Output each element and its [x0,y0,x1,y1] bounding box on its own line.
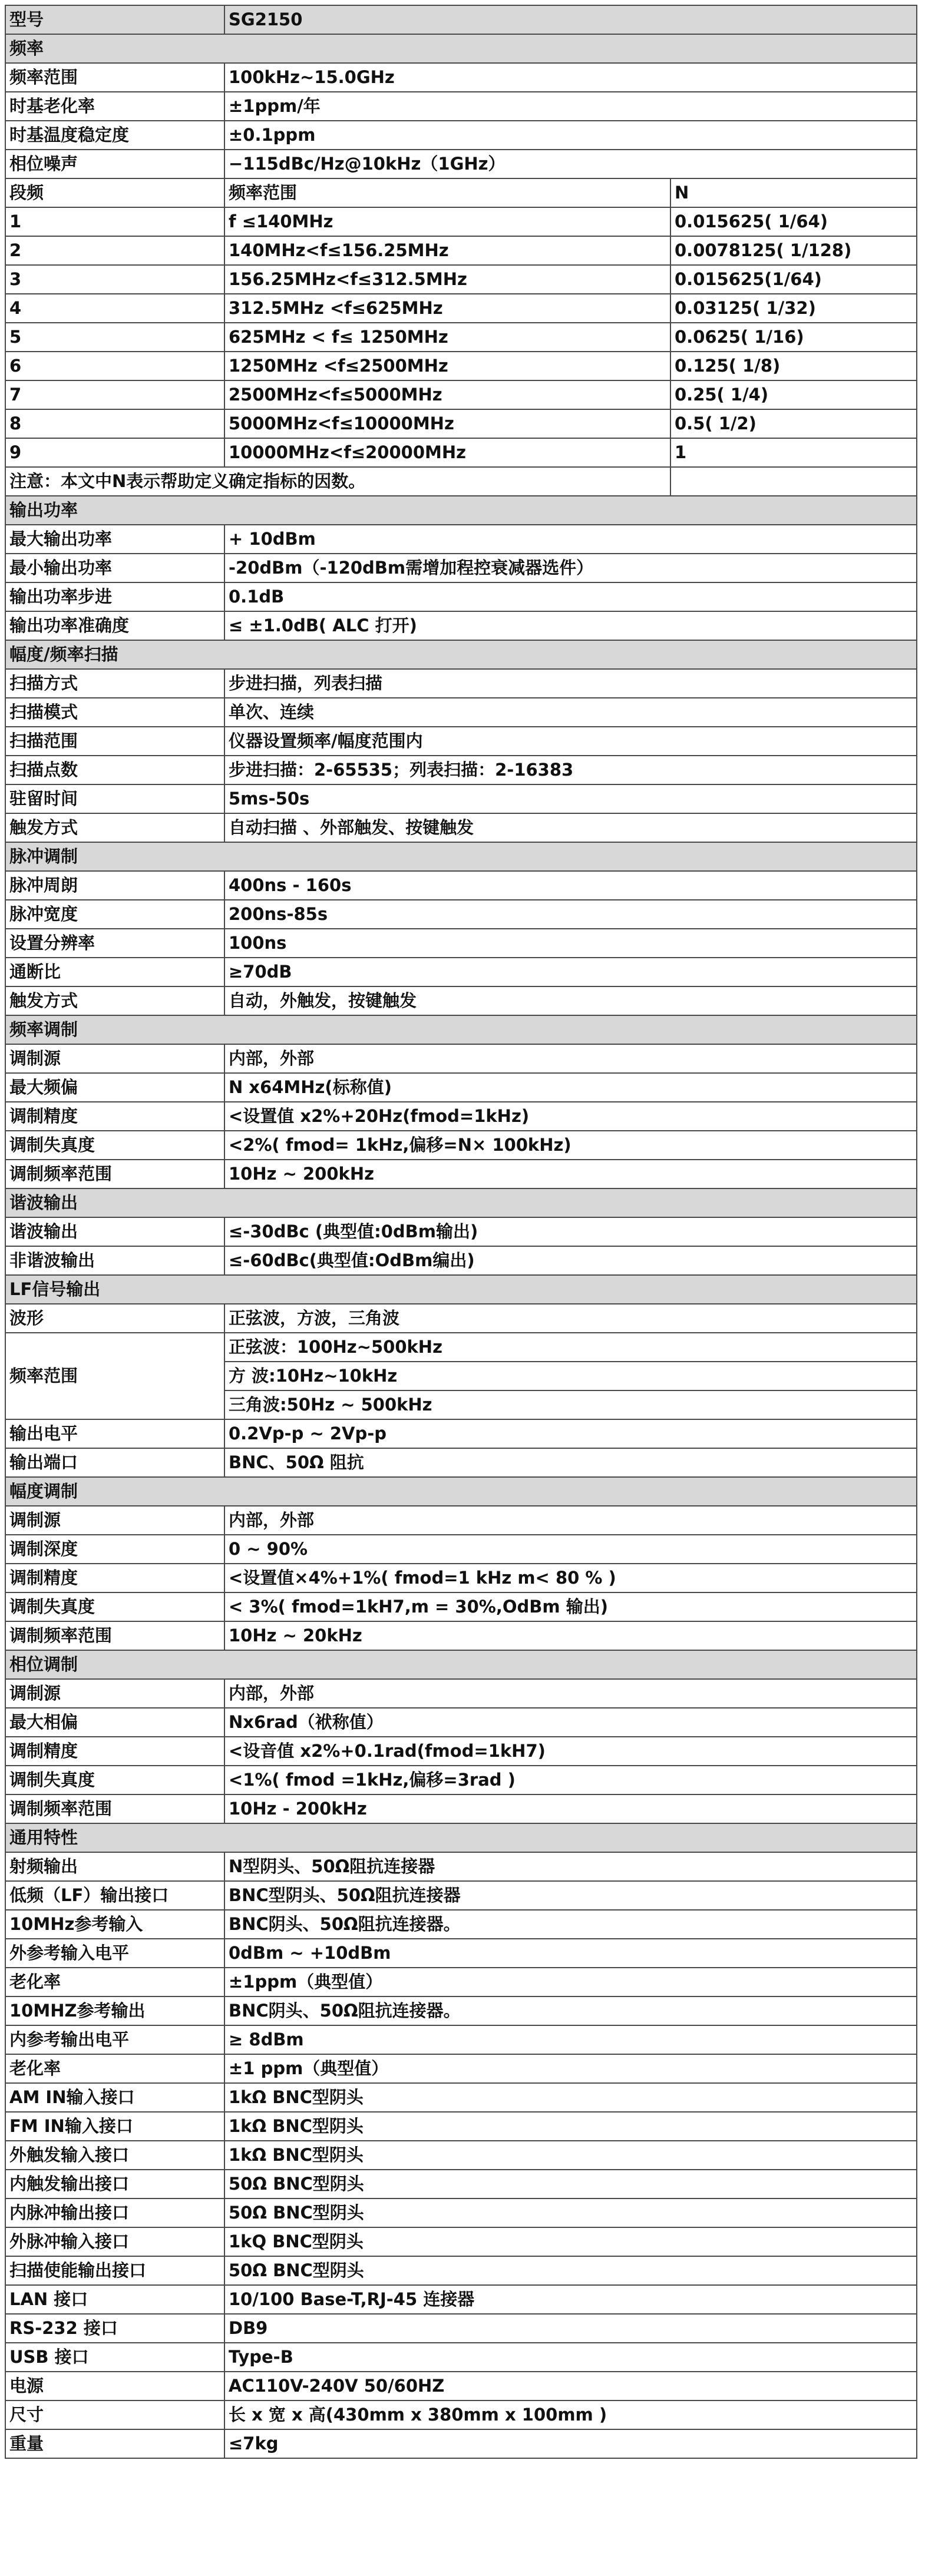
note-row [5,467,917,496]
spec-value: <设置值×4%+1%( fmod=1 kHz m< 80 % ) [224,1564,917,1592]
spec-value: + 10dBm [224,525,917,554]
spec-value: 单次、连续 [224,698,917,727]
spec-row [5,1564,917,1592]
section-header: 幅度调制 [5,1477,917,1506]
band-row [5,323,917,352]
spec-value: -20dBm（-120dBm需增加程控衰减器选件） [224,554,917,582]
section-header-row [5,1823,917,1852]
spec-label: 脉冲宽度 [5,900,224,929]
section-header-row [5,1015,917,1044]
spec-label: 扫描范围 [5,727,224,756]
spec-value: 10Hz ~ 200kHz [224,1160,917,1188]
band-range: 5000MHz<f≤10000MHz [224,409,670,438]
spec-row [5,1621,917,1650]
band-row [5,265,917,294]
spec-label: 外脉冲输入接口 [5,2227,224,2256]
spec-row [5,813,917,842]
band-range: 312.5MHz <f≤625MHz [224,294,670,323]
spec-row [5,669,917,698]
spec-row [5,1910,917,1939]
spec-value: 50Ω BNC型阴头 [224,2198,917,2227]
spec-label: 设置分辨率 [5,929,224,958]
spec-value: BNC、50Ω 阻抗 [224,1448,917,1477]
spec-value: BNC阴头、50Ω阻抗连接器。 [224,1996,917,2025]
spec-value: 长 x 宽 x 高(430mm x 380mm x 100mm ) [224,2400,917,2429]
spec-label: 谐波输出 [5,1217,224,1246]
spec-value: 1kΩ BNC型阴头 [224,2112,917,2141]
spec-row [5,525,917,554]
spec-label: 外触发输入接口 [5,2141,224,2170]
spec-label: 电源 [5,2372,224,2400]
spec-value: 1kQ BNC型阴头 [224,2227,917,2256]
band-n: 0.25( 1/4) [670,380,917,409]
spec-value: 正弦波：100Hz~500kHz [224,1333,917,1362]
band-row [5,409,917,438]
spec-label: 调制源 [5,1506,224,1535]
band-n: 0.015625(1/64) [670,265,917,294]
spec-value: 0.1dB [224,582,917,611]
spec-row [5,611,917,640]
spec-label: 最大频偏 [5,1073,224,1102]
spec-row [5,698,917,727]
spec-value: 内部，外部 [224,1506,917,1535]
band-n: 0.0078125( 1/128) [670,236,917,265]
spec-value: Type-B [224,2343,917,2372]
band-n: 1 [670,438,917,467]
spec-label: AM IN输入接口 [5,2083,224,2112]
spec-row [5,1419,917,1448]
band-range: 频率范围 [224,178,670,207]
spec-row [5,1766,917,1794]
spec-value: BNC阴头、50Ω阻抗连接器。 [224,1910,917,1939]
spec-value: 10/100 Base-T,RJ-45 连接器 [224,2285,917,2314]
spec-value: 5ms-50s [224,784,917,813]
spec-row [5,1592,917,1621]
spec-label: 相位噪声 [5,150,224,178]
spec-label: 脉冲周朗 [5,871,224,900]
band-number: 1 [5,207,224,236]
spec-value: 50Ω BNC型阴头 [224,2256,917,2285]
band-row [5,438,917,467]
spec-value: N型阴头、50Ω阻抗连接器 [224,1852,917,1881]
spec-label: 输出功率准确度 [5,611,224,640]
spec-value: <1%( fmod =1kHz,偏移=3rad ) [224,1766,917,1794]
spec-label: 通断比 [5,958,224,986]
spec-row [5,1708,917,1737]
spec-table [5,5,917,2459]
spec-label: 射频输出 [5,1852,224,1881]
band-row [5,352,917,380]
spec-value: −115dBc/Hz@10kHz（1GHz） [224,150,917,178]
band-range: f ≤140MHz [224,207,670,236]
section-header: 输出功率 [5,496,917,525]
spec-row [5,727,917,756]
spec-row [5,1535,917,1564]
spec-row [5,1794,917,1823]
band-number: 4 [5,294,224,323]
spec-label: 10MHZ参考输出 [5,1996,224,2025]
band-range: 625MHz < f≤ 1250MHz [224,323,670,352]
spec-label: USB 接口 [5,2343,224,2372]
spec-value: 1kΩ BNC型阴头 [224,2083,917,2112]
spec-value: 0.2Vp-p ~ 2Vp-p [224,1419,917,1448]
band-row [5,236,917,265]
spec-label: 扫描模式 [5,698,224,727]
spec-label: 外参考输入电平 [5,1939,224,1968]
spec-label: 重量 [5,2429,224,2458]
spec-label: 调制频率范围 [5,1160,224,1188]
spec-label: 内脉冲输出接口 [5,2198,224,2227]
spec-value: ≤-60dBc(典型值:OdBm编出) [224,1246,917,1275]
spec-row [5,1737,917,1766]
section-header-row [5,34,917,63]
spec-row [5,2400,917,2429]
spec-label: 尺寸 [5,2400,224,2429]
spec-label: 时基温度稳定度 [5,121,224,150]
section-header: 相位调制 [5,1650,917,1679]
spec-label: 调制频率范围 [5,1794,224,1823]
note-empty-cell [670,467,917,496]
spec-row [5,2054,917,2083]
section-header: 通用特性 [5,1823,917,1852]
band-n: N [670,178,917,207]
band-row [5,207,917,236]
spec-label: 老化率 [5,2054,224,2083]
spec-row [5,2083,917,2112]
spec-label: 调制精度 [5,1737,224,1766]
band-n: 0.5( 1/2) [670,409,917,438]
spec-row [5,63,917,92]
model-row [5,5,917,34]
spec-row [5,756,917,784]
section-header-row [5,640,917,669]
band-n: 0.125( 1/8) [670,352,917,380]
section-header: 频率调制 [5,1015,917,1044]
spec-value: 10Hz ~ 20kHz [224,1621,917,1650]
spec-row [5,1333,917,1362]
spec-value: 200ns-85s [224,900,917,929]
band-number: 9 [5,438,224,467]
section-header: 谐波输出 [5,1188,917,1217]
spec-label: LAN 接口 [5,2285,224,2314]
spec-row [5,1939,917,1968]
spec-value: 自动，外触发，按键触发 [224,986,917,1015]
spec-value: ≤ ±1.0dB( ALC 打开) [224,611,917,640]
section-header-row [5,1275,917,1304]
spec-row [5,554,917,582]
spec-value: ±1ppm（典型值） [224,1968,917,1996]
spec-label: 低频（LF）输出接口 [5,1881,224,1910]
spec-value: 方 波:10Hz~10kHz [224,1362,917,1390]
spec-value: 正弦波，方波，三角波 [224,1304,917,1333]
band-number: 7 [5,380,224,409]
band-number: 6 [5,352,224,380]
spec-value: ±1ppm/年 [224,92,917,121]
section-header: 脉冲调制 [5,842,917,871]
spec-row [5,1506,917,1535]
spec-value: 10Hz - 200kHz [224,1794,917,1823]
band-number: 段频 [5,178,224,207]
band-row [5,294,917,323]
spec-row [5,1679,917,1708]
band-row [5,380,917,409]
spec-row [5,1996,917,2025]
spec-row [5,2112,917,2141]
model-label: 型号 [5,5,224,34]
spec-row [5,2285,917,2314]
band-range: 1250MHz <f≤2500MHz [224,352,670,380]
spec-row [5,2141,917,2170]
spec-row [5,2372,917,2400]
spec-value: 1kΩ BNC型阴头 [224,2141,917,2170]
spec-row [5,1131,917,1160]
spec-label: 驻留时间 [5,784,224,813]
spec-label: 最大输出功率 [5,525,224,554]
spec-row [5,582,917,611]
spec-value: 400ns - 160s [224,871,917,900]
band-number: 5 [5,323,224,352]
spec-value: ±1 ppm（典型值） [224,2054,917,2083]
spec-row [5,871,917,900]
section-header-row [5,1188,917,1217]
spec-value: 0 ~ 90% [224,1535,917,1564]
spec-label: 调制源 [5,1679,224,1708]
spec-row [5,150,917,178]
spec-value: ≤-30dBc (典型值:0dBm输出) [224,1217,917,1246]
band-header-row [5,178,917,207]
spec-value: 仪器设置频率/幅度范围内 [224,727,917,756]
spec-label: 输出端口 [5,1448,224,1477]
spec-row [5,1852,917,1881]
spec-value: AC110V-240V 50/60HZ [224,2372,917,2400]
section-header: 幅度/频率扫描 [5,640,917,669]
spec-row [5,1246,917,1275]
spec-row [5,2025,917,2054]
spec-value: <设音值 x2%+0.1rad(fmod=1kH7) [224,1737,917,1766]
band-number: 8 [5,409,224,438]
spec-label: 触发方式 [5,813,224,842]
spec-label: 内参考输出电平 [5,2025,224,2054]
spec-value: N x64MHz(标称值) [224,1073,917,1102]
band-range: 10000MHz<f≤20000MHz [224,438,670,467]
spec-value: 自动扫描 、外部触发、按键触发 [224,813,917,842]
band-range: 156.25MHz<f≤312.5MHz [224,265,670,294]
spec-label: 调制精度 [5,1564,224,1592]
spec-row [5,784,917,813]
band-n: 0.03125( 1/32) [670,294,917,323]
spec-row [5,1160,917,1188]
spec-row [5,1073,917,1102]
spec-value: <2%( fmod= 1kHz,偏移=N× 100kHz) [224,1131,917,1160]
spec-value: 步进扫描：2-65535；列表扫描：2-16383 [224,756,917,784]
band-number: 2 [5,236,224,265]
section-header: 频率 [5,34,917,63]
spec-row [5,1217,917,1246]
spec-row [5,1304,917,1333]
spec-value: <设置值 x2%+20Hz(fmod=1kHz) [224,1102,917,1131]
note-text: 注意：本文中N表示帮助定义确定指标的因数。 [5,467,670,496]
spec-row [5,2343,917,2372]
spec-label: 最小输出功率 [5,554,224,582]
spec-label: 扫描方式 [5,669,224,698]
spec-label: 最大相偏 [5,1708,224,1737]
spec-label: 调制频率范围 [5,1621,224,1650]
band-n: 0.015625( 1/64) [670,207,917,236]
spec-row [5,958,917,986]
spec-value: 内部，外部 [224,1044,917,1073]
spec-label: 触发方式 [5,986,224,1015]
spec-label: 时基老化率 [5,92,224,121]
spec-label: 扫描点数 [5,756,224,784]
spec-row [5,929,917,958]
spec-row [5,900,917,929]
spec-value: ±0.1ppm [224,121,917,150]
section-header-row [5,1477,917,1506]
spec-row [5,2170,917,2198]
model-value: SG2150 [224,5,917,34]
spec-row [5,2256,917,2285]
spec-row [5,2227,917,2256]
spec-value: 50Ω BNC型阴头 [224,2170,917,2198]
spec-value: < 3%( fmod=1kH7,m = 30%,OdBm 输出) [224,1592,917,1621]
spec-value: ≥70dB [224,958,917,986]
spec-label: 频率范围 [5,63,224,92]
spec-value: 内部，外部 [224,1679,917,1708]
spec-label: 调制失真度 [5,1592,224,1621]
spec-label: FM IN输入接口 [5,2112,224,2141]
spec-row [5,986,917,1015]
spec-label: 调制源 [5,1044,224,1073]
spec-value: 100ns [224,929,917,958]
section-header-row [5,1650,917,1679]
spec-value: Nx6rad（袱称值） [224,1708,917,1737]
spec-label: 输出电平 [5,1419,224,1448]
spec-value: ≤7kg [224,2429,917,2458]
spec-row [5,121,917,150]
spec-row [5,92,917,121]
spec-label: 调制精度 [5,1102,224,1131]
spec-row [5,2429,917,2458]
spec-label: 波形 [5,1304,224,1333]
spec-table-body [5,5,917,2458]
spec-label: 调制失真度 [5,1766,224,1794]
section-header: LF信号输出 [5,1275,917,1304]
spec-row [5,1881,917,1910]
spec-label: 非谐波输出 [5,1246,224,1275]
spec-label: 频率范围 [5,1333,224,1419]
band-n: 0.0625( 1/16) [670,323,917,352]
spec-value: 三角波:50Hz ~ 500kHz [224,1390,917,1419]
spec-label: 输出功率步进 [5,582,224,611]
spec-label: 扫描使能输出接口 [5,2256,224,2285]
spec-value: 0dBm ~ +10dBm [224,1939,917,1968]
spec-value: 100kHz~15.0GHz [224,63,917,92]
spec-value: ≥ 8dBm [224,2025,917,2054]
spec-row [5,2314,917,2343]
spec-row [5,1448,917,1477]
spec-value: 步进扫描，列表扫描 [224,669,917,698]
spec-label: 调制失真度 [5,1131,224,1160]
spec-value: BNC型阴头、50Ω阻抗连接器 [224,1881,917,1910]
spec-row [5,1968,917,1996]
spec-row [5,1102,917,1131]
spec-row [5,2198,917,2227]
section-header-row [5,842,917,871]
band-range: 2500MHz<f≤5000MHz [224,380,670,409]
spec-value: DB9 [224,2314,917,2343]
spec-label: RS-232 接口 [5,2314,224,2343]
section-header-row [5,496,917,525]
band-range: 140MHz<f≤156.25MHz [224,236,670,265]
spec-label: 内触发输出接口 [5,2170,224,2198]
spec-label: 10MHz参考输入 [5,1910,224,1939]
band-number: 3 [5,265,224,294]
spec-row [5,1044,917,1073]
spec-label: 老化率 [5,1968,224,1996]
spec-label: 调制深度 [5,1535,224,1564]
